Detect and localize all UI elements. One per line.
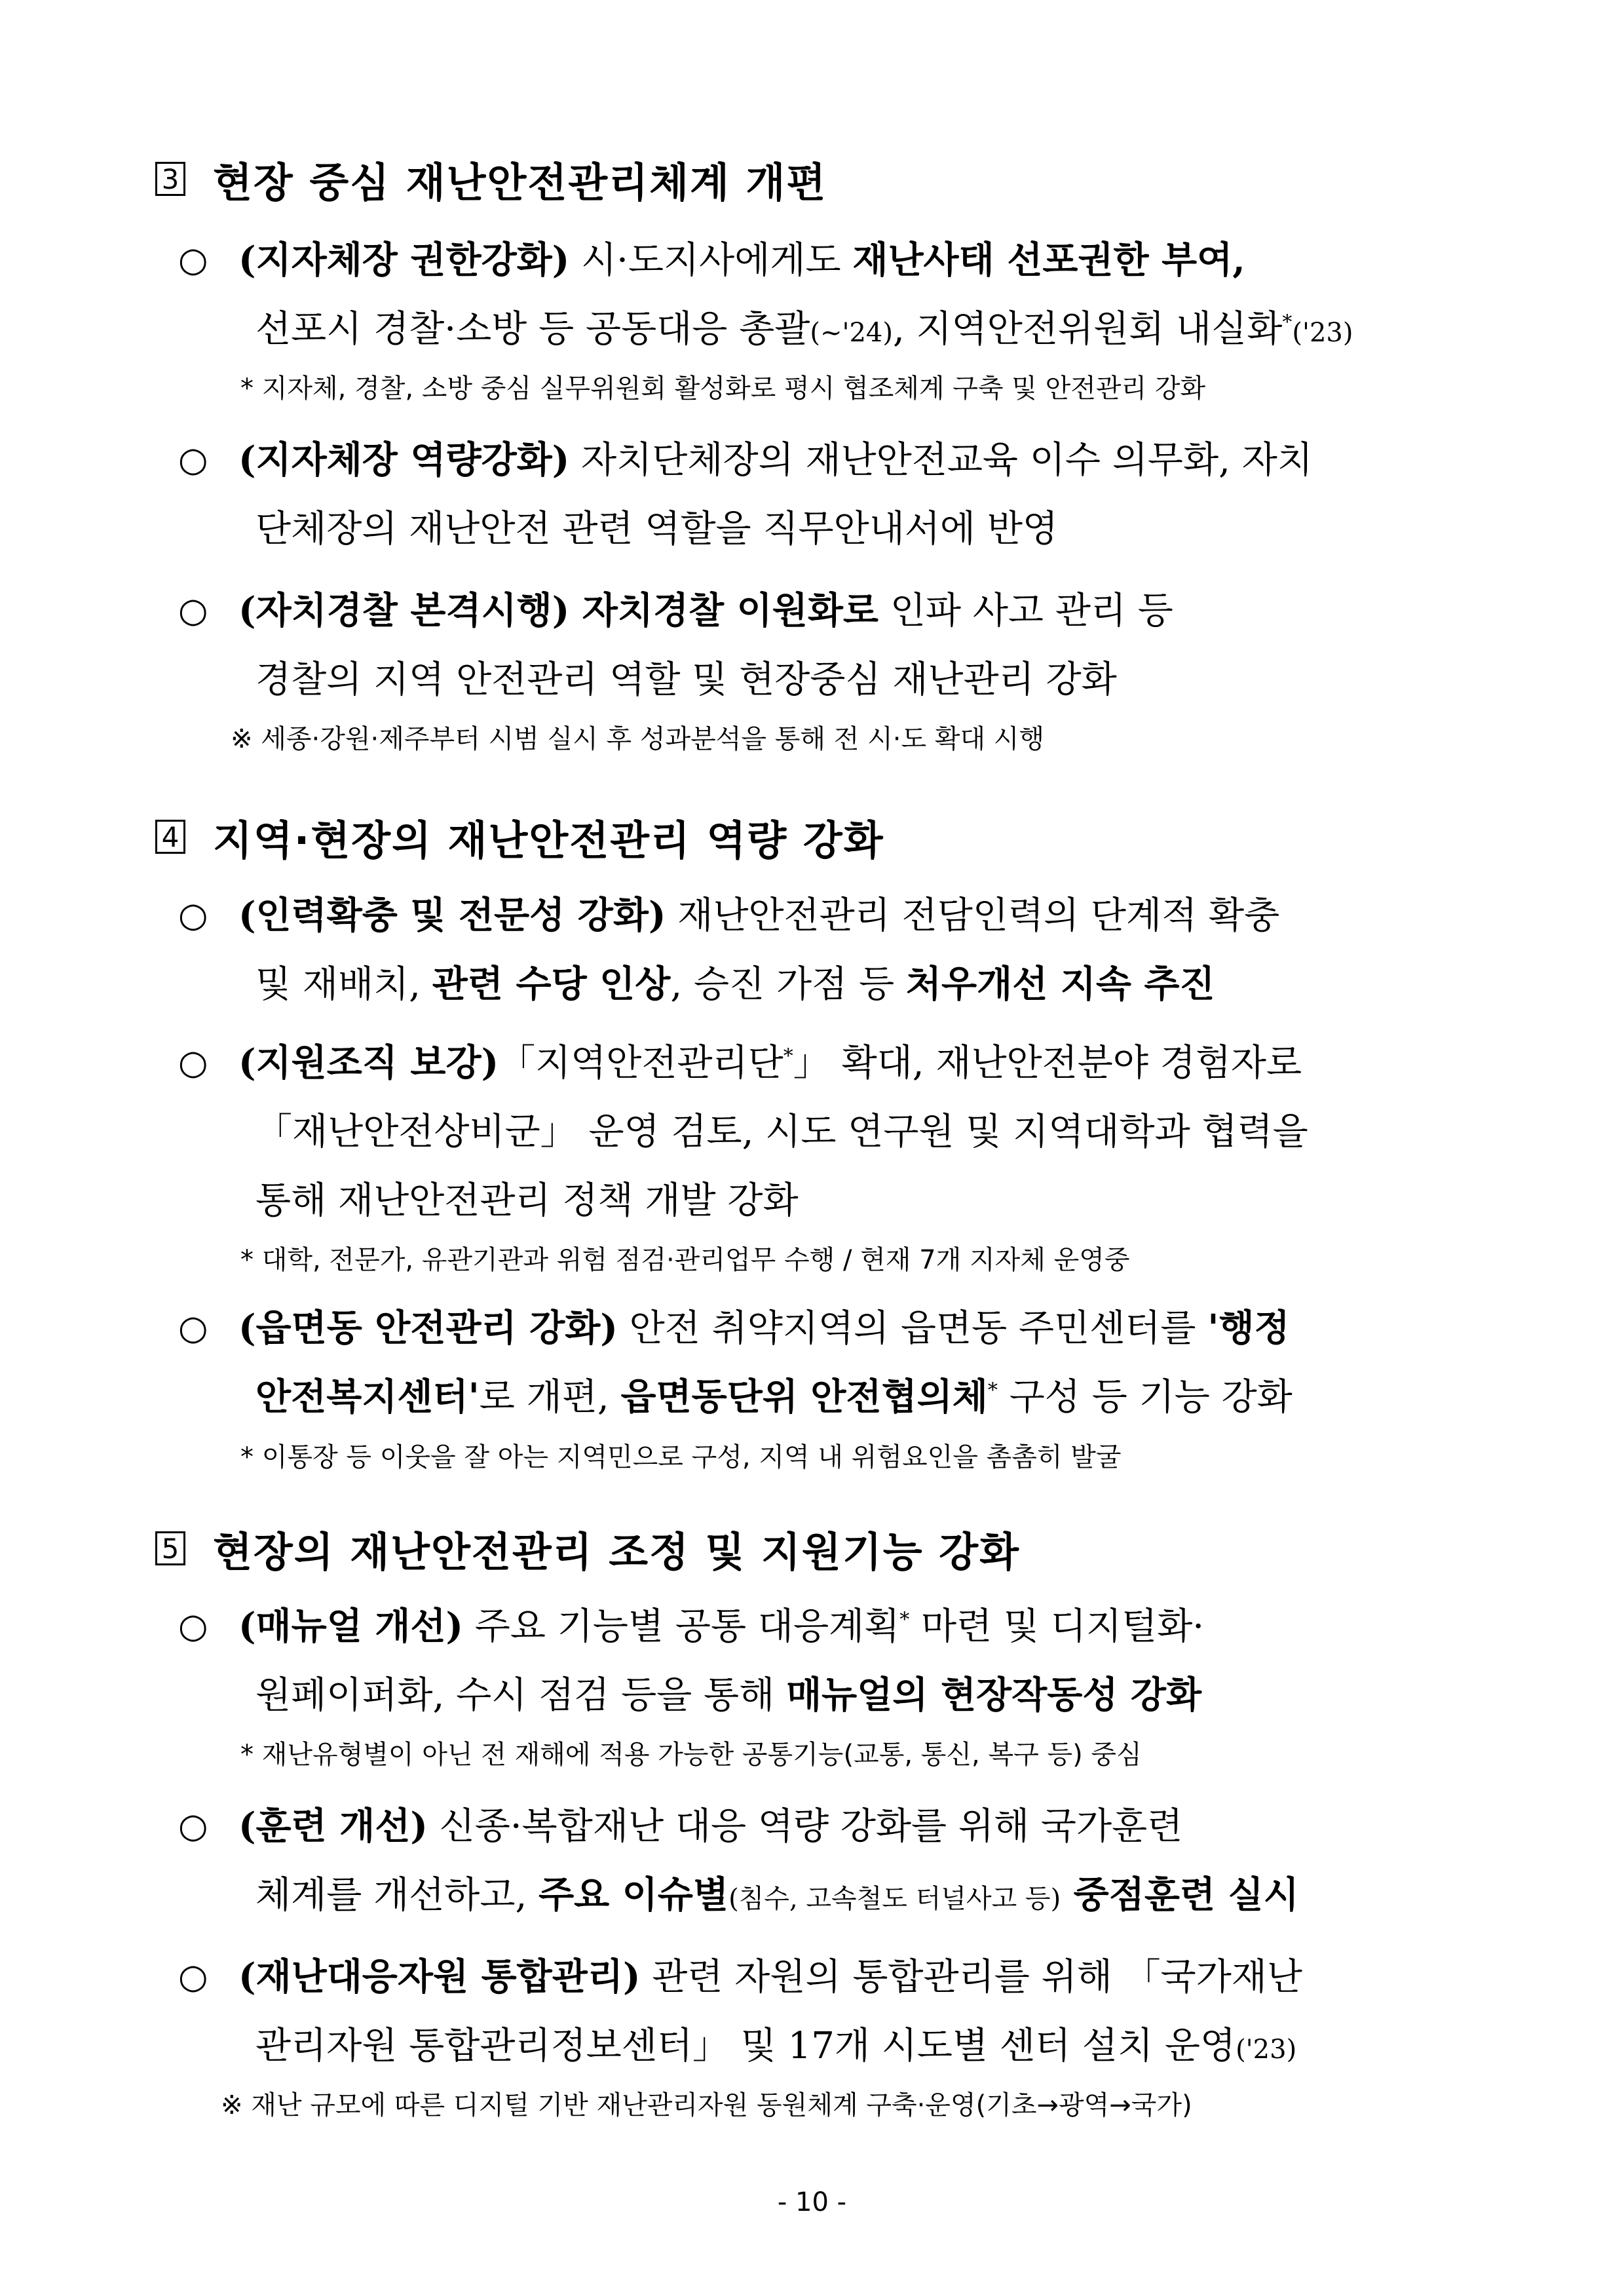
footnote: * 재난유형별이 아닌 전 재해에 적용 가능한 공통기능(교통, 통신, 복구 등) 중심 xyxy=(240,1740,1142,1770)
item-text: 관련 자원의 통합관리를 위해 「국가재난 xyxy=(640,1956,1302,1999)
item-text: 자치단체장의 재난안전교육 이수 의무화, 자치 xyxy=(569,439,1313,482)
bullet-item xyxy=(178,1943,1482,2080)
section-title: 현장의 재난안전관리 조정 및 지원기능 강화 xyxy=(213,1527,1020,1576)
item-label: (매뉴얼 개선) xyxy=(238,1605,463,1648)
item-label: (인력확충 및 전문성 강화) xyxy=(238,894,666,937)
item-small-text: (~'24) xyxy=(810,318,893,348)
bullet-item xyxy=(178,1592,1482,1730)
footnote: * 이통장 등 이웃을 잘 아는 지역민으로 구성, 지역 내 위험요인을 촘촘히 발굴 xyxy=(240,1442,1122,1472)
item-emphasis: 처우개선 지속 추진 xyxy=(905,963,1215,1006)
item-label: (재난대응자원 통합관리) xyxy=(238,1955,641,1999)
circle-bullet: ○ xyxy=(178,1309,208,1348)
item-small-text: ('23) xyxy=(1292,318,1353,348)
item-text: 」 확대, 재난안전분야 경험자로 xyxy=(793,1042,1302,1084)
item-emphasis: 안전복지센터' xyxy=(255,1375,480,1419)
item-text: 인파 사고 관리 등 xyxy=(878,590,1173,632)
item-label: (지자체장 권한강화) xyxy=(238,239,570,282)
item-emphasis: 읍면동단위 안전협의체 xyxy=(620,1375,988,1419)
bullet-item xyxy=(178,1294,1482,1432)
item-text: 신종·복합재난 대응 역량 강화를 위해 국가훈련 xyxy=(427,1805,1183,1848)
circle-bullet: ○ xyxy=(178,1957,208,1997)
section-number: 4 xyxy=(155,820,185,854)
section-heading xyxy=(155,149,827,208)
bullet-item xyxy=(178,426,1482,564)
circle-bullet: ○ xyxy=(178,591,208,630)
circle-bullet: ○ xyxy=(178,896,208,935)
circle-bullet: ○ xyxy=(178,1607,208,1646)
reference-note: ※ 재난 규모에 따른 디지털 기반 재난관리자원 동원체계 구축·운영(기초→광역→국가) xyxy=(221,2090,1192,2120)
footnote: * 지자체, 경찰, 소방 중심 실무위원회 활성화로 평시 협조체계 구축 및 안전관리 강화 xyxy=(240,373,1206,404)
item-label: (지자체장 역량강화) xyxy=(238,438,570,482)
circle-bullet: ○ xyxy=(178,1807,208,1846)
item-label: (훈련 개선) xyxy=(238,1805,428,1848)
circle-bullet: ○ xyxy=(178,440,208,480)
item-label: (자치경찰 본격시행) xyxy=(238,589,570,632)
item-text: 경찰의 지역 안전관리 역할 및 현장중심 재난관리 강화 xyxy=(255,659,1117,701)
footnote-mark: * xyxy=(987,1379,998,1402)
circle-bullet: ○ xyxy=(178,240,208,280)
item-emphasis: 관련 수당 인상 xyxy=(432,963,671,1006)
item-text: 관리자원 통합관리정보센터」 및 17개 시도별 센터 설치 운영 xyxy=(255,2025,1236,2067)
item-emphasis: 자치경찰 이원화로 xyxy=(569,589,879,632)
section-heading xyxy=(155,807,884,866)
bullet-item xyxy=(178,1792,1482,1930)
item-text: 마련 및 디지털화· xyxy=(909,1605,1205,1648)
item-text: 구성 등 기능 강화 xyxy=(997,1376,1293,1419)
bullet-item xyxy=(178,577,1482,714)
item-emphasis: 중점훈련 실시 xyxy=(1061,1873,1299,1917)
item-emphasis: 재난사태 선포권한 부여, xyxy=(852,239,1245,282)
item-emphasis: 매뉴얼의 현장작동성 강화 xyxy=(786,1674,1202,1717)
bullet-item xyxy=(178,1029,1482,1235)
item-text: 재난안전관리 전담인력의 단계적 확충 xyxy=(666,894,1280,937)
footnote-mark: * xyxy=(899,1608,910,1632)
bullet-item xyxy=(178,226,1482,364)
item-text: 통해 재난안전관리 정책 개발 강화 xyxy=(255,1179,799,1222)
item-emphasis: 주요 이슈별 xyxy=(538,1873,729,1917)
item-emphasis: '행정 xyxy=(1207,1307,1290,1350)
item-text: 선포시 경찰·소방 등 공동대응 총괄 xyxy=(255,308,810,351)
item-label: (읍면동 안전관리 강화) xyxy=(238,1307,618,1350)
item-text: 안전 취약지역의 읍면동 주민센터를 xyxy=(617,1307,1208,1350)
item-text: , 지역안전위원회 내실화 xyxy=(892,308,1283,351)
item-text: 원페이퍼화, 수시 점검 등을 통해 xyxy=(255,1674,787,1717)
item-text: 체계를 개선하고, xyxy=(255,1874,539,1917)
item-text: 단체장의 재난안전 관련 역할을 직무안내서에 반영 xyxy=(255,508,1059,550)
item-label: (지원조직 보강) xyxy=(238,1041,499,1084)
reference-note: ※ 세종·강원·제주부터 시범 실시 후 성과분석을 통해 전 시·도 확대 시행 xyxy=(231,724,1045,754)
circle-bullet: ○ xyxy=(178,1043,208,1082)
footnote-mark: * xyxy=(1282,311,1293,334)
bullet-item xyxy=(178,881,1482,1019)
footnote: * 대학, 전문가, 유관기관과 위험 점검·관리업무 수행 / 현재 7개 지자체 운영중 xyxy=(240,1245,1130,1275)
section-title: 현장 중심 재난안전관리체계 개편 xyxy=(213,158,827,206)
item-text: 주요 기능별 공통 대응계획 xyxy=(463,1605,900,1648)
section-title: 지역·현장의 재난안전관리 역량 강화 xyxy=(213,816,884,864)
item-text: 「지역안전관리단 xyxy=(499,1042,784,1084)
item-text: , 승진 가점 등 xyxy=(670,963,906,1006)
item-small-text: ('23) xyxy=(1236,2035,1297,2065)
item-small-text: (침수, 고속철도 터널사고 등) xyxy=(728,1884,1061,1914)
item-text: 및 재배치, xyxy=(255,963,432,1006)
item-text: 시·도지사에게도 xyxy=(569,239,853,282)
section-number: 5 xyxy=(155,1531,185,1565)
footnote-mark: * xyxy=(783,1044,793,1068)
section-heading xyxy=(155,1519,1020,1578)
item-text: 로 개편, xyxy=(479,1376,621,1419)
item-text: 「재난안전상비군」 운영 검토, 시도 연구원 및 지역대학과 협력을 xyxy=(255,1111,1308,1153)
page-number: - 10 - xyxy=(777,2187,847,2217)
section-number: 3 xyxy=(155,162,185,196)
